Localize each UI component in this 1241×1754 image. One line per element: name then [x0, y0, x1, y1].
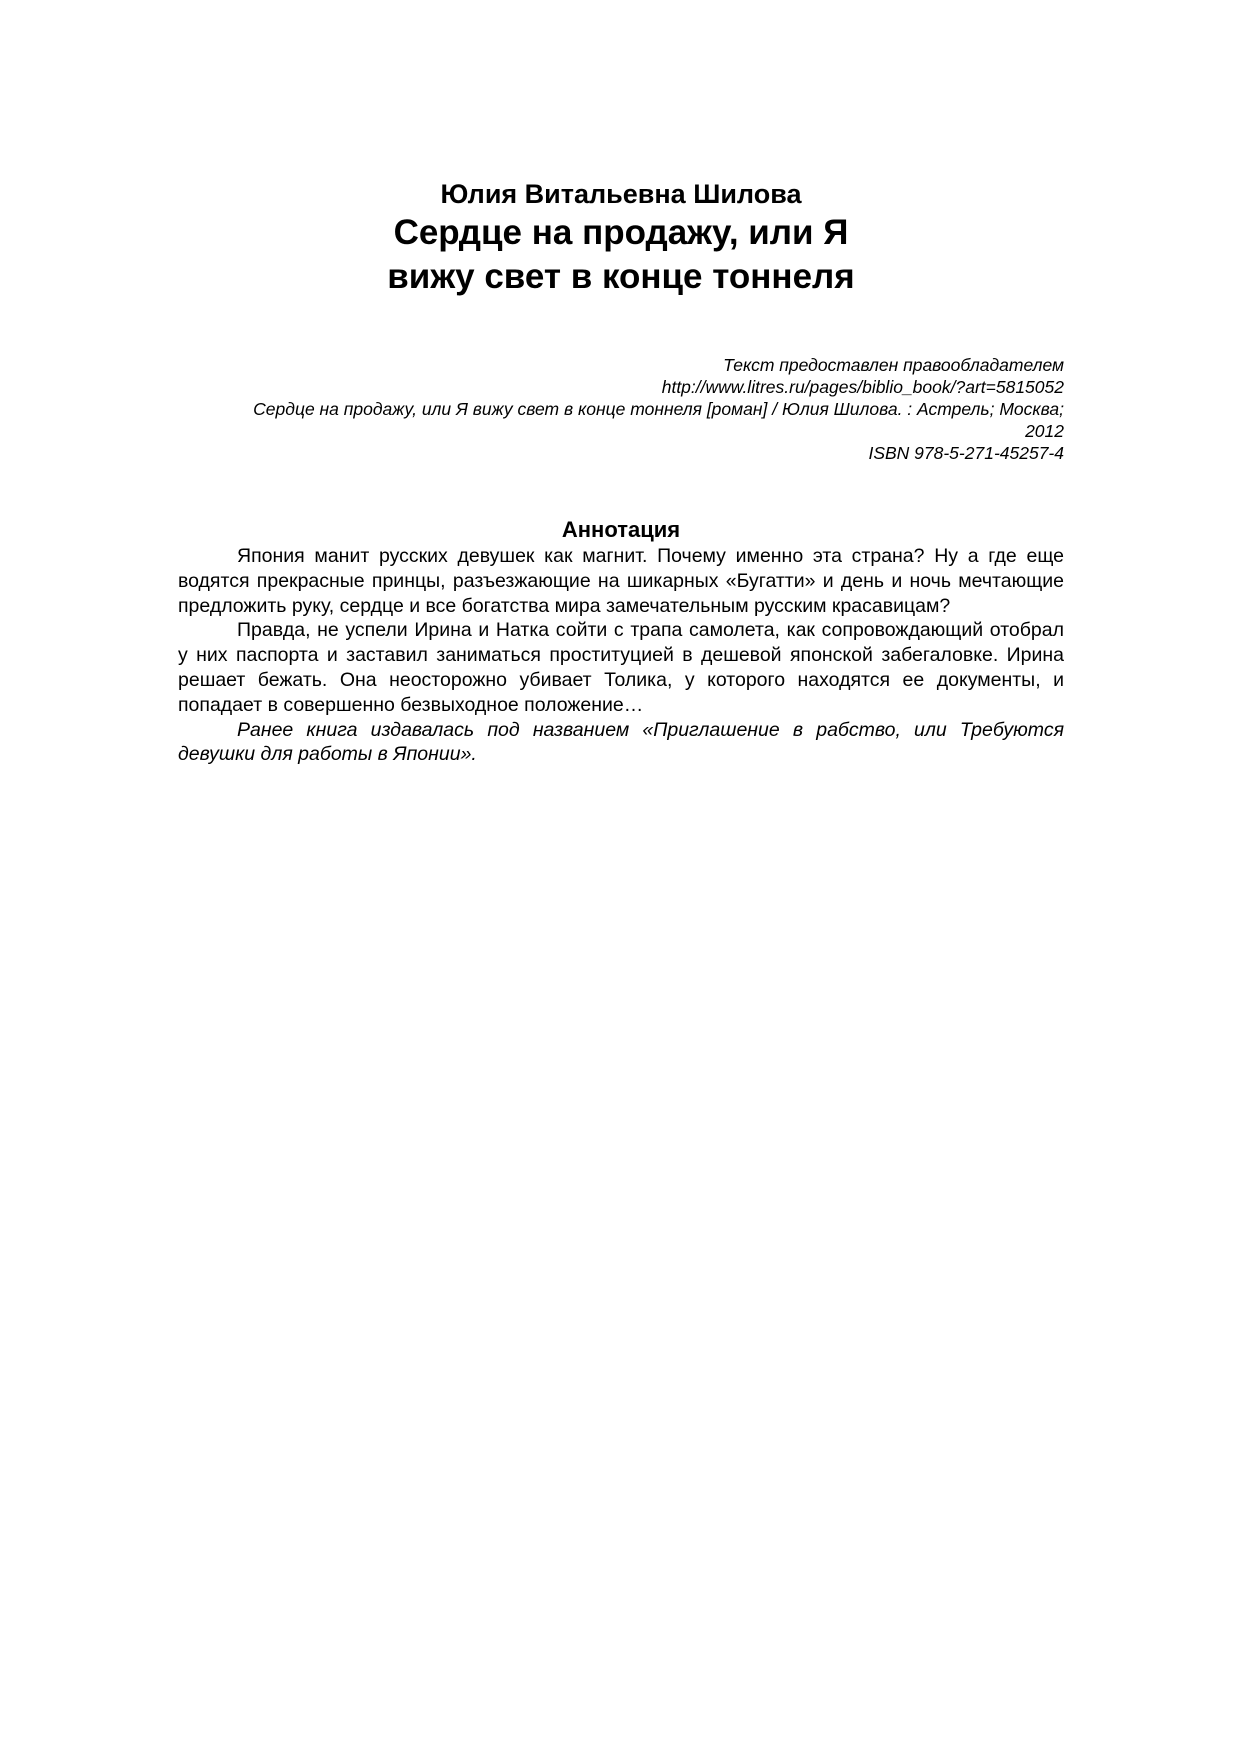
- publication-year: 2012: [1025, 421, 1064, 441]
- book-title-line: вижу свет в конце тоннеля: [387, 257, 855, 296]
- rights-holder-line: Текст предоставлен правообладателем: [723, 355, 1064, 375]
- annotation-paragraph: Япония манит русских девушек как магнит. Почему именно эта страна? Ну а где еще водятся прекрасные принцы, разъезжающие на шикарных «Бугатти» и день и ночь мечтающие предложить руку, сердце и все богатства мира замечательным русским красавицам?: [178, 545, 1064, 617]
- document-page: [178, 0, 1064, 1754]
- annotation-paragraph: Правда, не успели Ирина и Натка сойти с трапа самолета, как сопровождающий отобрал у них паспорта и заставил заниматься проституцией в дешевой японской забегаловке. Ирина решает бежать. Она неосторожно убивает Толика, у которого находятся ее документы, и попадает в совершенно безвыходное положение…: [178, 619, 1064, 716]
- annotation-body: [178, 544, 1064, 767]
- provenance-block: [178, 354, 1064, 464]
- bibliographic-line: Сердце на продажу, или Я вижу свет в конце тоннеля [роман] / Юлия Шилова. : Астрель; Москва;: [253, 399, 1064, 419]
- annotation-heading: Аннотация: [561, 517, 681, 542]
- author-name: Юлия Витальевна Шилова: [440, 179, 802, 209]
- book-title-line: Сердце на продажу, или Я: [393, 213, 849, 252]
- isbn-line: ISBN 978-5-271-45257-4: [868, 443, 1064, 463]
- book-title: [178, 211, 1064, 299]
- annotation-note: Ранее книга издавалась под названием «Приглашение в рабство, или Требуются девушки для работы в Японии».: [178, 718, 1064, 766]
- source-url[interactable]: http://www.litres.ru/pages/biblio_book/?art=5815052: [661, 377, 1064, 397]
